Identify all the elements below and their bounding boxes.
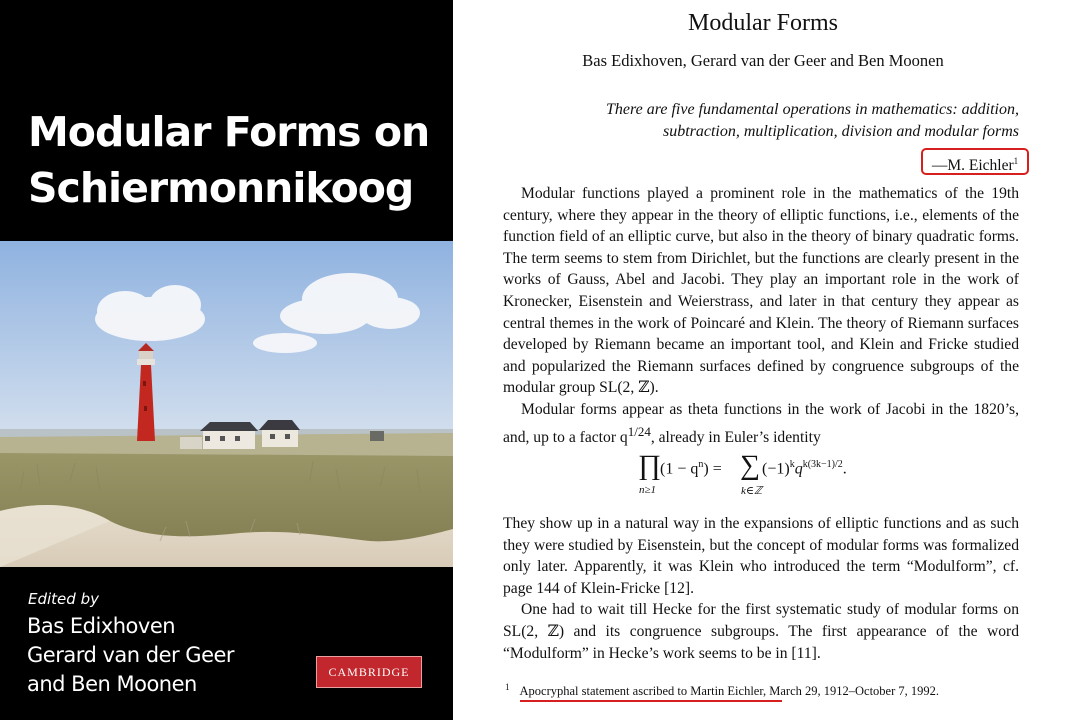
rhs-exponent-2: k(3k−1)/2	[802, 459, 843, 470]
cover-title	[28, 104, 448, 216]
epigraph-line-1: There are five fundamental operations in mathematics: addition,	[606, 101, 1019, 118]
cover-title-line-1: Modular Forms on	[28, 108, 430, 156]
cover-editor-2: Gerard van der Geer	[27, 643, 235, 667]
lhs-close: ) =	[703, 460, 722, 478]
equation-lhs	[660, 459, 722, 478]
paragraph-3: They show up in a natural way in the expansions of elliptic functions and as such they were studied by Eisenstein, but the concept of modular forms was formalized only later. Apparently, it was Klein who introduced the term “Modulform”, cf. page 144 of Klein-Fricke [12].	[503, 515, 1019, 597]
cover-editors	[27, 612, 234, 699]
paper-page	[453, 0, 1073, 720]
cover-editor-3: and Ben Moonen	[27, 672, 197, 696]
lhs-exponent: n	[698, 459, 704, 470]
edited-by-label: Edited by	[28, 590, 99, 608]
epigraph-quote	[553, 99, 1019, 143]
paragraph-4: One had to wait till Hecke for the first systematic study of modular forms on SL(2, ℤ) and its congruence subgroups. The first appearance of the word “Modulform” in Hecke’s work seems to be in [11].	[503, 601, 1019, 662]
body-text-block-1	[503, 183, 1019, 448]
footnote	[505, 682, 939, 699]
rhs-exponent-1: k	[789, 459, 795, 470]
sum-index: k∈ℤ	[741, 485, 763, 497]
footnote-mark: 1	[505, 682, 510, 692]
paragraph-2-tail: , already in Euler’s identity	[650, 428, 821, 446]
attribution-footnote-mark: 1	[1013, 156, 1019, 166]
equation-rhs	[762, 459, 847, 478]
book-cover	[0, 0, 453, 720]
epigraph-attribution-highlight	[921, 148, 1029, 175]
cover-editor-1: Bas Edixhoven	[27, 614, 176, 638]
product-index: n≥1	[639, 484, 657, 496]
cover-title-line-2: Schiermonnikoog	[28, 164, 414, 212]
footnote-text: Apocryphal statement ascribed to Martin Eichler, March 29, 1912–October 7, 1992.	[519, 684, 940, 698]
sum-symbol: ∑	[740, 450, 760, 481]
rhs-term: (−1)	[762, 460, 790, 478]
paragraph-2	[503, 399, 1019, 448]
epigraph-attribution: —M. Eichler	[931, 157, 1014, 174]
footnote-highlight-underline	[520, 700, 782, 702]
paragraph-2-exponent: 1/24	[627, 423, 651, 439]
euler-identity-equation	[638, 450, 898, 506]
lhs-term: (1 − q	[660, 460, 699, 478]
paragraph-2-text: Modular forms appear as theta functions in the work of Jacobi in the 1820’s, and, up to a factor q	[503, 400, 1019, 446]
product-symbol: ∏	[638, 450, 662, 481]
rhs-q: q	[794, 460, 803, 478]
paragraph-1: Modular functions played a prominent role in the mathematics of the 19th century, where they appear in the theory of elliptic functions, i.e., elements of the function field of an elliptic curve, but also in the theory of binary quadratic forms. The term seems to stem from Dirichlet, but the functions are clearly present in the works of Gauss, Abel and Jacobi. They play an important role in the work of Kronecker, Eisenstein and Weierstrass, and later in that century they appear as central themes in the work of Poincaré and Klein. The theory of Riemann surfaces developed by Riemann became an important tool, and Klein and Fricke studied and popularized the Riemann surfaces defined by congruence subgroups of the modular group SL(2, ℤ).	[503, 185, 1019, 397]
paper-title: Modular Forms	[688, 10, 838, 36]
rhs-end: .	[842, 460, 847, 478]
cambridge-logo: CAMBRIDGE	[316, 656, 422, 688]
cover-photo-lighthouse	[0, 241, 453, 567]
paper-authors: Bas Edixhoven, Gerard van der Geer and Ben Moonen	[582, 51, 944, 70]
body-text-block-2	[503, 513, 1019, 664]
epigraph-line-2: subtraction, multiplication, division and modular forms	[662, 123, 1019, 140]
